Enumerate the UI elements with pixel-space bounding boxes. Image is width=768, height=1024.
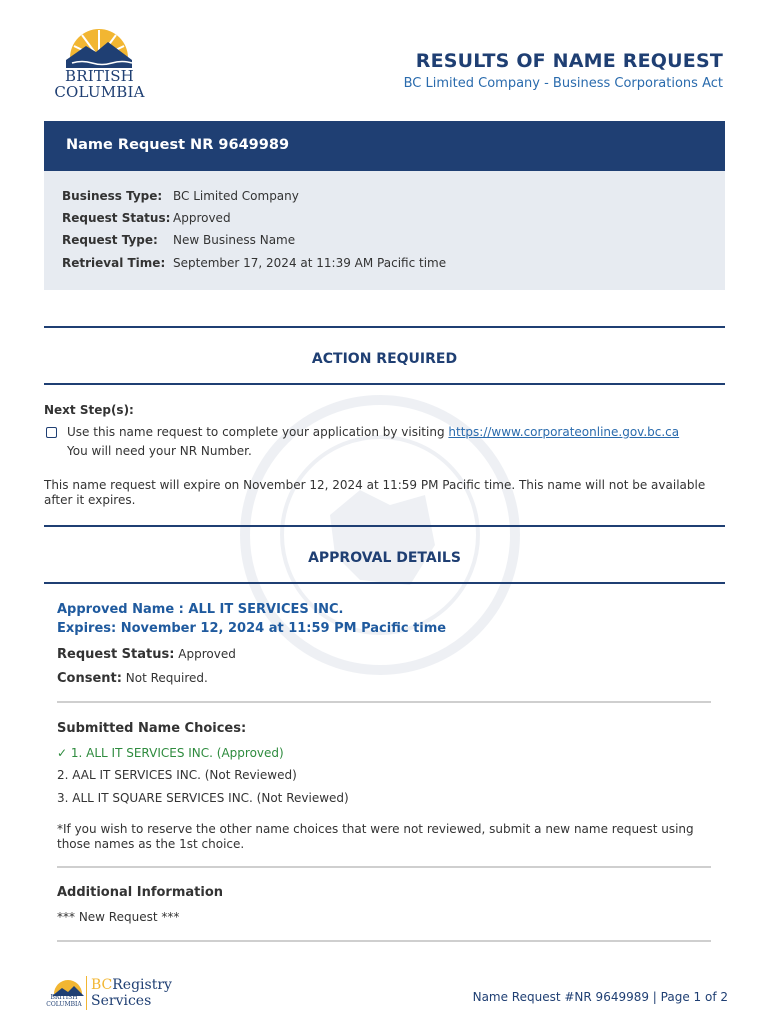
info-row xyxy=(62,233,295,247)
page-title: RESULTS OF NAME REQUEST xyxy=(415,50,723,72)
choices-note: *If you wish to reserve the other name choices that were not reviewed, submit a new name request using those names as the 1st choice. xyxy=(57,822,694,851)
section-divider xyxy=(44,525,725,527)
additional-info-heading: Additional Information xyxy=(57,885,224,900)
consent-value: Not Required. xyxy=(125,671,208,685)
approval-status xyxy=(57,647,236,662)
footer-page-info: Name Request #NR 9649989 | Page 1 of 2 xyxy=(472,990,728,1004)
info-label: Request Type: xyxy=(62,233,158,247)
info-value: New Business Name xyxy=(173,233,296,247)
section-divider xyxy=(44,582,725,584)
nr-header-bar xyxy=(44,121,725,171)
logo-line-columbia: COLUMBIA xyxy=(54,83,145,101)
footer-logo-services: Services xyxy=(91,993,152,1009)
name-choice: 2. AAL IT SERVICES INC. (Not Reviewed) xyxy=(57,768,297,782)
info-value: Approved xyxy=(173,211,231,225)
next-step-item xyxy=(67,425,679,439)
additional-info-text: *** New Request *** xyxy=(57,910,180,924)
summary-info-box xyxy=(44,171,725,290)
corporate-online-link[interactable]: https://www.corporateonline.gov.bc.ca xyxy=(448,425,680,439)
step-checkbox[interactable] xyxy=(46,427,57,438)
expiry-notice: This name request will expire on November 12, 2024 at 11:59 PM Pacific time. This name will not be available after it expires. xyxy=(44,478,706,507)
name-choice-approved xyxy=(57,746,284,760)
info-value: BC Limited Company xyxy=(173,189,299,203)
nr-title: Name Request NR 9649989 xyxy=(66,137,290,153)
logo-line-british: BRITISH xyxy=(65,67,134,85)
choices-heading: Submitted Name Choices: xyxy=(57,721,247,736)
footer-logo-bc: BC xyxy=(91,977,113,993)
bc-sun-mountain-icon xyxy=(52,18,147,68)
step-note: You will need your NR Number. xyxy=(67,444,252,458)
action-required-heading: ACTION REQUIRED xyxy=(311,351,458,367)
approval-details-heading: APPROVAL DETAILS xyxy=(308,550,461,566)
divider xyxy=(57,866,711,868)
next-steps-label: Next Step(s): xyxy=(44,403,134,417)
bc-logo xyxy=(52,18,147,104)
info-label: Request Status: xyxy=(62,211,171,225)
info-row xyxy=(62,256,446,270)
info-row xyxy=(62,211,231,225)
info-label: Retrieval Time: xyxy=(62,256,166,270)
step-text: Use this name request to complete your application by visiting xyxy=(67,425,445,439)
divider xyxy=(57,940,711,942)
choice-text: 1. ALL IT SERVICES INC. (Approved) xyxy=(70,746,284,760)
divider xyxy=(57,701,711,703)
consent-line xyxy=(57,671,208,686)
footer-logo-registry: Registry xyxy=(112,977,172,993)
page-subtitle: BC Limited Company - Business Corporations Act xyxy=(403,76,723,91)
info-row xyxy=(62,189,299,203)
footer-logo-separator xyxy=(86,976,87,1010)
approved-name: Approved Name : ALL IT SERVICES INC. xyxy=(57,602,344,617)
name-choice: 3. ALL IT SQUARE SERVICES INC. (Not Reviewed) xyxy=(57,791,349,805)
status-label: Request Status: xyxy=(57,647,175,662)
section-divider xyxy=(44,326,725,328)
info-label: Business Type: xyxy=(62,189,163,203)
section-divider xyxy=(44,383,725,385)
consent-label: Consent: xyxy=(57,671,122,686)
bc-registry-logo xyxy=(44,972,174,1012)
status-value: Approved xyxy=(178,647,236,661)
approved-expiry: Expires: November 12, 2024 at 11:59 PM Pacific time xyxy=(57,621,447,636)
info-value: September 17, 2024 at 11:39 AM Pacific time xyxy=(173,256,447,270)
check-icon: ✓ xyxy=(57,746,68,760)
footer-logo-columbia: COLUMBIA xyxy=(46,1001,82,1008)
footer-logo-british: BRITISH xyxy=(50,994,78,1001)
